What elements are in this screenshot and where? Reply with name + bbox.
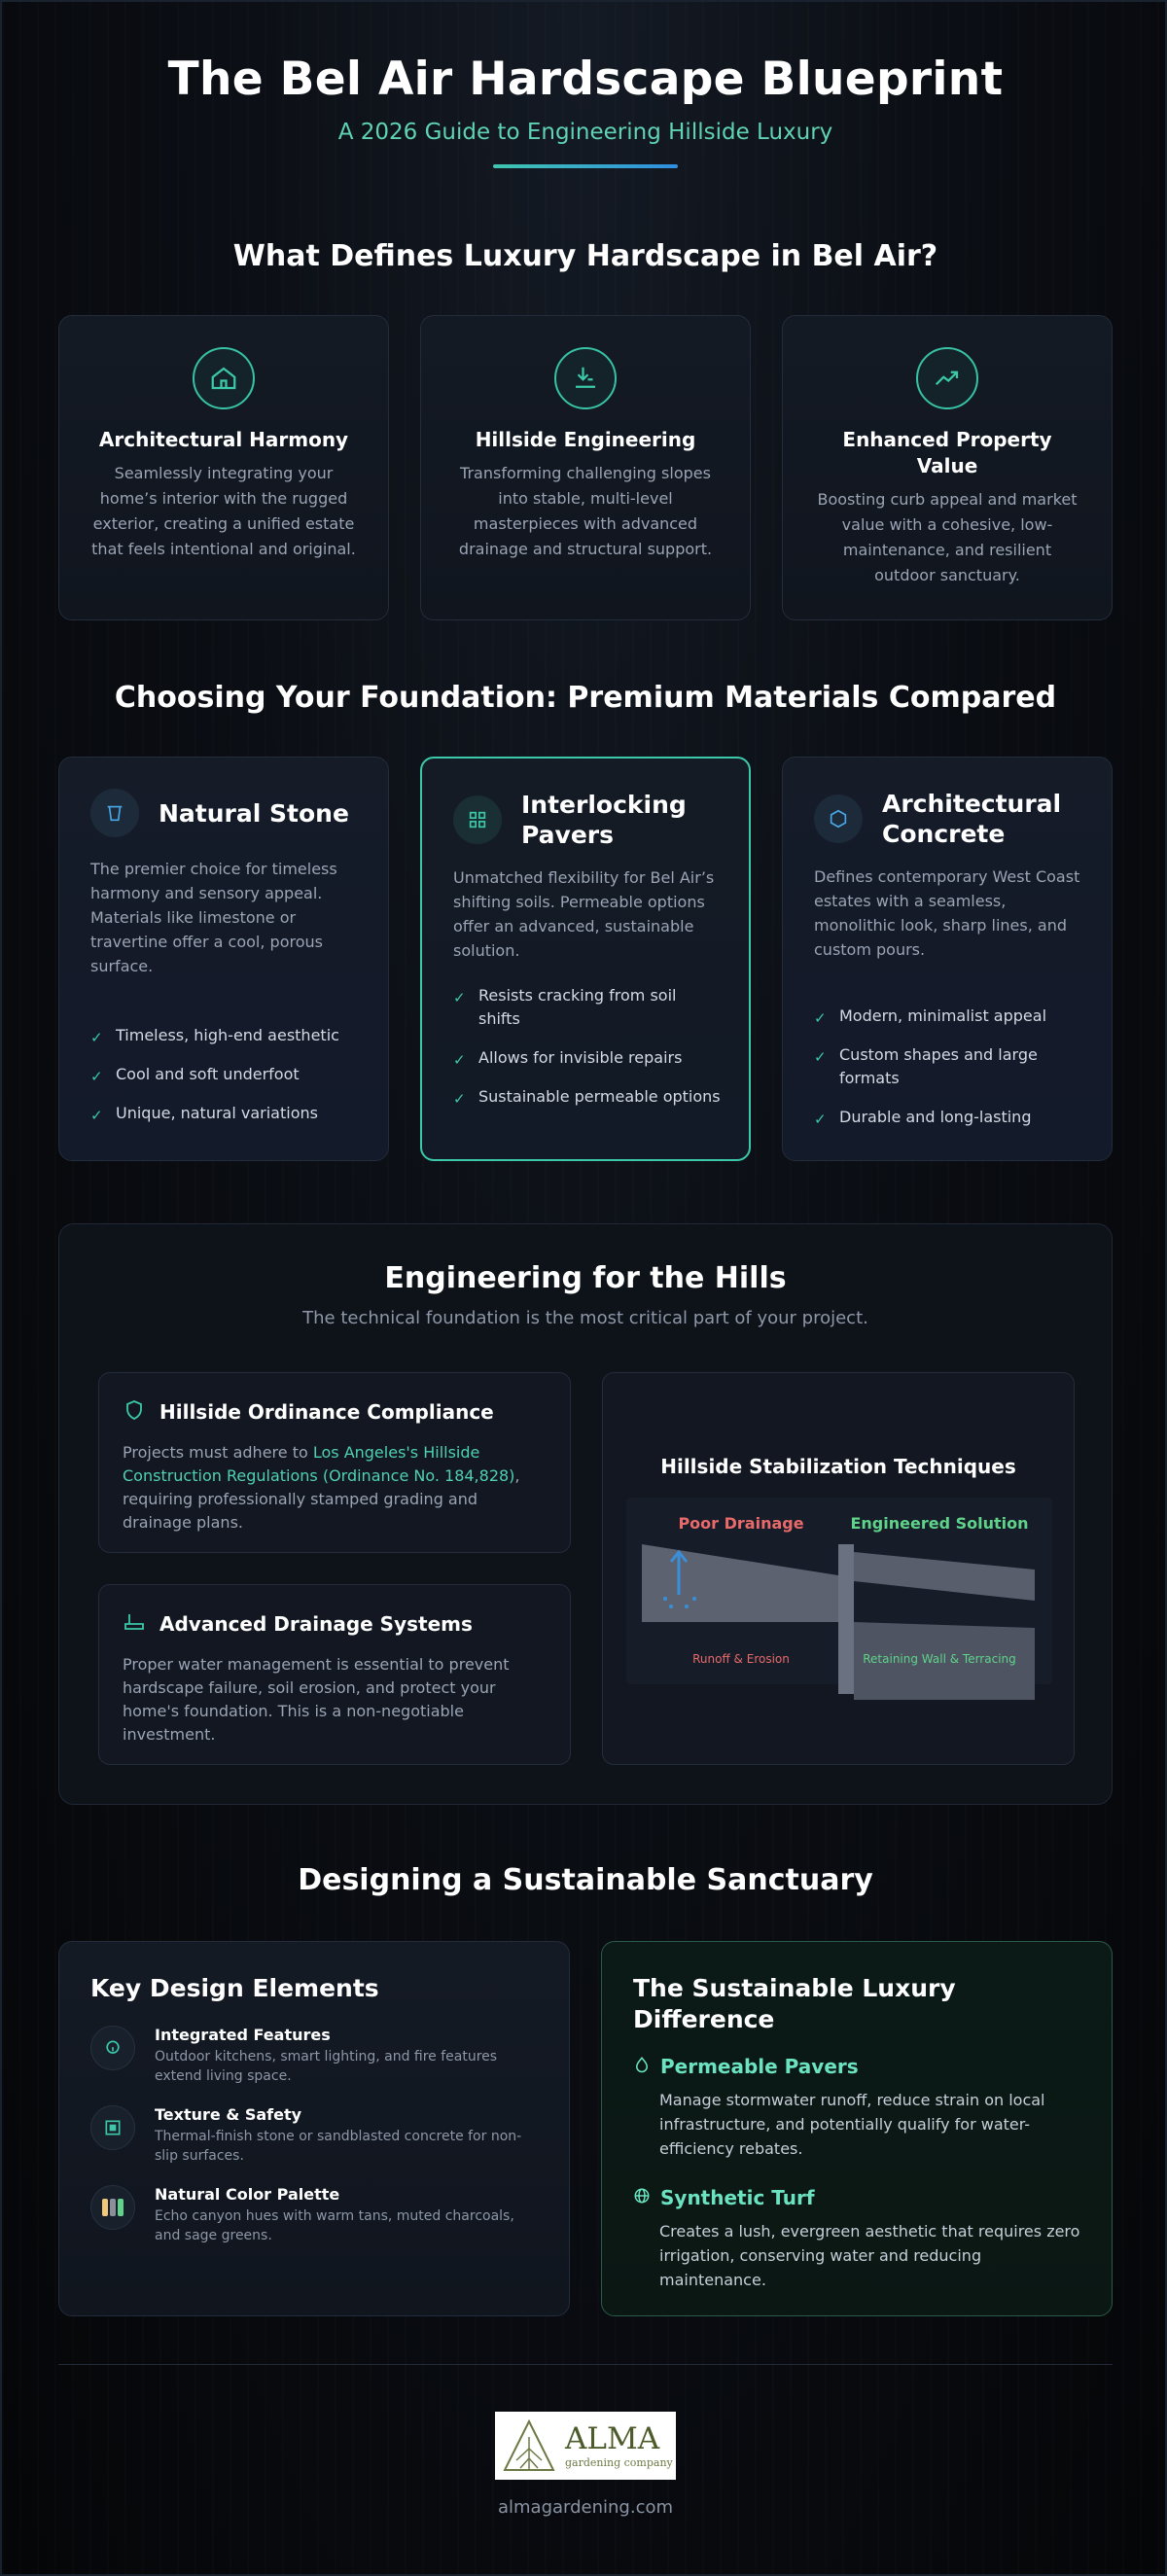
engineering-section xyxy=(58,1223,1113,1805)
check-icon: ✓ xyxy=(453,1051,466,1069)
design-element-title: Natural Color Palette xyxy=(155,2185,340,2204)
feature-title: Enhanced Property Value xyxy=(842,428,1052,477)
check-icon: ✓ xyxy=(814,1009,827,1027)
material-description: Defines contemporary West Coast estates with a seamless, monolithic look, sharp lines, and custom pours. xyxy=(814,867,1080,959)
drainage-card xyxy=(98,1584,571,1765)
lightbulb-icon xyxy=(90,2026,135,2070)
benefit-item: ✓ Resists cracking from soil shifts xyxy=(453,986,677,1028)
sustainable-item xyxy=(633,2186,1080,2292)
check-icon: ✓ xyxy=(453,989,466,1006)
sustainable-item-title: Permeable Pavers xyxy=(660,2055,859,2078)
website-link[interactable]: almagardening.com xyxy=(497,2497,674,2518)
design-element-text: Outdoor kitchens, smart lighting, and fire features extend living space. xyxy=(155,2049,498,2084)
feature-text: Seamlessly integrating your home’s interior with the rugged exterior, creating a unified estate that feels intentional and original. xyxy=(91,464,356,558)
ordinance-card xyxy=(98,1372,571,1553)
logo-name: ALMA xyxy=(565,2420,660,2456)
sustainable-item-text: Creates a lush, evergreen aesthetic that requires zero irrigation, conserving water and reducing maintenance. xyxy=(659,2222,1080,2289)
design-elements-card xyxy=(58,1941,570,2316)
benefit-item: ✓ Allows for invisible repairs xyxy=(453,1046,722,1070)
page-subtitle: A 2026 Guide to Engineering Hillside Luxury xyxy=(337,120,833,145)
drainage-title: Advanced Drainage Systems xyxy=(159,1612,473,1636)
design-element-item xyxy=(90,2026,538,2086)
benefit-item: ✓ Timeless, high-end aesthetic xyxy=(90,1024,361,1047)
leaf-drop-icon xyxy=(633,2056,651,2077)
material-benefits-list xyxy=(90,1024,361,1141)
engineering-subtitle: The technical foundation is the most critical part of your project. xyxy=(302,1308,868,1328)
diagram-title: Hillside Stabilization Techniques xyxy=(660,1455,1016,1478)
retaining-caption: Retaining Wall & Terracing xyxy=(863,1652,1016,1666)
sanctuary-section-title: Designing a Sustainable Sanctuary xyxy=(298,1863,873,1897)
check-icon: ✓ xyxy=(90,1068,103,1085)
materials-section-title: Choosing Your Foundation: Premium Materials Compared xyxy=(114,681,1057,715)
anchor-down-icon xyxy=(554,347,617,409)
footer-divider xyxy=(58,2364,1113,2365)
material-title: Interlocking Pavers xyxy=(521,791,687,849)
hexagon-icon xyxy=(814,794,863,843)
runoff-caption: Runoff & Erosion xyxy=(692,1652,790,1666)
material-title: Natural Stone xyxy=(159,798,349,828)
material-title: Architectural Concrete xyxy=(882,790,1062,848)
globe-icon xyxy=(633,2187,651,2208)
engineering-title: Engineering for the Hills xyxy=(384,1261,787,1295)
design-element-text: Thermal-finish stone or sandblasted concrete for non-slip surfaces. xyxy=(155,2129,522,2164)
design-element-text: Echo canyon hues with warm tans, muted charcoals, and sage greens. xyxy=(155,2208,514,2243)
material-card-architectural-concrete xyxy=(782,757,1113,1161)
sustainable-luxury-card xyxy=(601,1941,1113,2316)
benefit-item: ✓ Sustainable permeable options xyxy=(453,1085,722,1109)
design-elements-title: Key Design Elements xyxy=(90,1974,379,2002)
sustainable-title: The Sustainable Luxury Difference xyxy=(633,1974,956,2033)
feature-card-hillside-engineering xyxy=(420,315,751,620)
benefit-item: ✓ Custom shapes and large formats xyxy=(814,1045,1038,1087)
stabilization-diagram xyxy=(626,1498,1052,1702)
water-drop xyxy=(692,1597,696,1601)
benefit-item: ✓ Cool and soft underfoot xyxy=(90,1063,361,1086)
feature-card-property-value xyxy=(782,315,1113,620)
design-element-item xyxy=(90,2185,538,2245)
feature-text: Boosting curb appeal and market value with a cohesive, low-maintenance, and resilient outdoor sanctuary. xyxy=(817,490,1078,584)
pillar-icon xyxy=(90,789,139,837)
feature-title: Architectural Harmony xyxy=(98,428,349,451)
material-benefits-list xyxy=(453,984,722,1124)
poor-drainage-label: Poor Drainage xyxy=(678,1514,804,1533)
material-description: The premier choice for timeless harmony and sensory appeal. Materials like limestone or travertine offer a cool, porous surface. xyxy=(90,860,337,975)
retaining-wall xyxy=(838,1544,854,1694)
design-element-title: Integrated Features xyxy=(155,2026,331,2044)
header xyxy=(2,53,1167,168)
luxury-section-title: What Defines Luxury Hardscape in Bel Air? xyxy=(232,239,938,273)
feature-text: Transforming challenging slopes into stable, multi-level masterpieces with advanced drainage and structural support. xyxy=(458,464,713,558)
alma-logo[interactable] xyxy=(495,2412,676,2480)
benefit-item: ✓ Durable and long-lasting xyxy=(814,1106,1084,1129)
water-drop xyxy=(663,1597,667,1601)
check-icon: ✓ xyxy=(90,1029,103,1046)
engineered-solution-label: Engineered Solution xyxy=(850,1514,1029,1533)
feature-title: Hillside Engineering xyxy=(475,428,696,451)
tree-triangle-icon xyxy=(501,2417,557,2474)
check-icon: ✓ xyxy=(90,1107,103,1124)
check-icon: ✓ xyxy=(814,1048,827,1066)
check-icon: ✓ xyxy=(453,1090,466,1108)
check-icon: ✓ xyxy=(814,1111,827,1128)
material-description: Unmatched flexibility for Bel Air’s shifting soils. Permeable options offer an advanced, sustainable solution. xyxy=(453,868,715,960)
trending-up-icon xyxy=(916,347,978,409)
grid-icon xyxy=(453,795,502,844)
sustainable-item-title: Synthetic Turf xyxy=(660,2186,815,2209)
stabilization-diagram-card xyxy=(602,1372,1075,1765)
design-element-item xyxy=(90,2105,538,2166)
benefit-item: ✓ Modern, minimalist appeal xyxy=(814,1005,1084,1028)
benefit-item: ✓ Unique, natural variations xyxy=(90,1102,361,1125)
material-card-interlocking-pavers xyxy=(420,757,751,1161)
shield-icon xyxy=(123,1398,146,1426)
logo-tagline: gardening company xyxy=(565,2455,673,2469)
home-icon xyxy=(193,347,255,409)
sustainable-item xyxy=(633,2055,1080,2161)
water-drop xyxy=(685,1605,689,1608)
page-title: The Bel Air Hardscape Blueprint xyxy=(167,53,1004,106)
ordinance-link[interactable]: Los Angeles's Hillside Construction Regulations (Ordinance No. 184,828) xyxy=(123,1443,515,1485)
design-element-title: Texture & Safety xyxy=(155,2105,302,2124)
drainage-text: Proper water management is essential to prevent hardscape failure, soil erosion, and protect your home's foundation. This is a non-negotiable investment. xyxy=(123,1655,510,1744)
drain-icon xyxy=(123,1610,146,1638)
ordinance-text: Projects must adhere to Los Angeles's Hillside Construction Regulations (Ordinance No. 184,828), requiring professionally stamped grading and drainage plans. xyxy=(123,1443,520,1532)
material-benefits-list xyxy=(814,1005,1084,1145)
water-drop xyxy=(669,1605,673,1608)
material-card-natural-stone xyxy=(58,757,389,1161)
sustainable-item-text: Manage stormwater runoff, reduce strain on local infrastructure, and potentially qualify for water-efficiency rebates. xyxy=(659,2091,1045,2158)
color-palette-icon xyxy=(90,2185,135,2230)
texture-square-icon xyxy=(90,2105,135,2150)
ordinance-title: Hillside Ordinance Compliance xyxy=(159,1400,494,1424)
title-divider xyxy=(493,164,678,168)
feature-card-architectural-harmony xyxy=(58,315,389,620)
